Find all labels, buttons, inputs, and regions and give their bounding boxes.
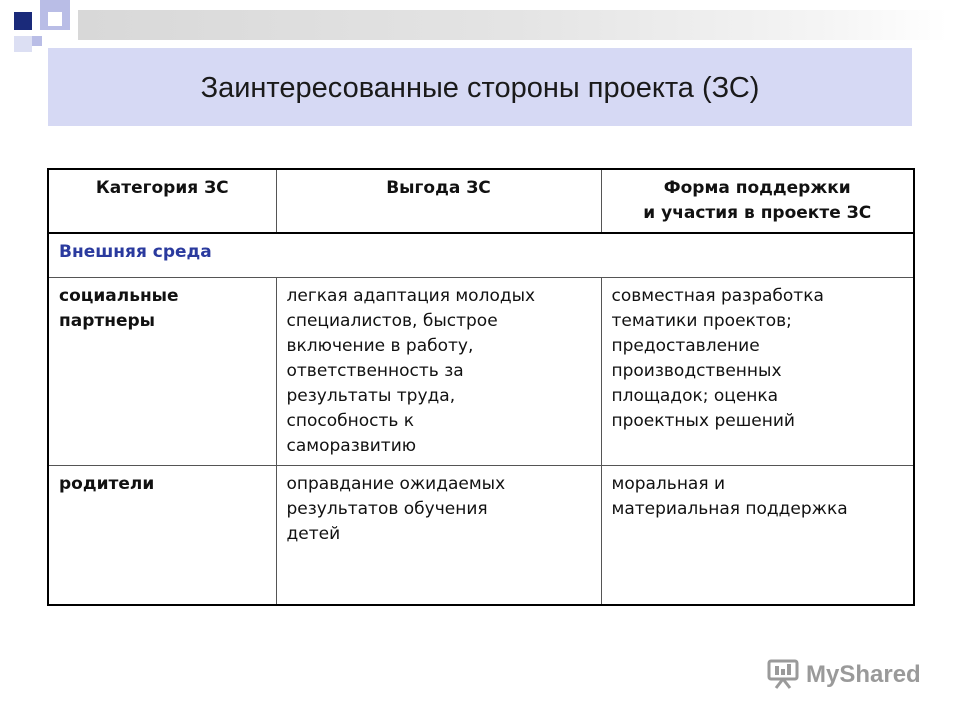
table-row xyxy=(48,465,914,605)
corner-square-white xyxy=(48,12,62,26)
header-support: Форма поддержки и участия в проекте ЗС xyxy=(601,169,914,233)
section-label: Внешняя среда xyxy=(48,233,914,277)
row-benefit: оправдание ожидаемых результатов обучения детей xyxy=(276,465,601,605)
header-benefit: Выгода ЗС xyxy=(276,169,601,233)
row-category: родители xyxy=(48,465,276,605)
section-row xyxy=(48,233,914,277)
watermark-text: MyShared xyxy=(806,661,921,688)
row-support: совместная разработка тематики проектов; предоставление производственных площадок; оценка проектных решений xyxy=(601,277,914,465)
top-gradient-band xyxy=(78,10,948,40)
corner-square-small xyxy=(32,36,42,46)
table-header-row xyxy=(48,169,914,233)
row-benefit: легкая адаптация молодых специалистов, быстрое включение в работу, ответственность за результаты труда, способность к саморазвитию xyxy=(276,277,601,465)
title-banner xyxy=(48,48,912,126)
table-row xyxy=(48,277,914,465)
presentation-icon xyxy=(766,656,800,694)
watermark-logo[interactable] xyxy=(766,655,921,695)
row-support: моральная и материальная поддержка xyxy=(601,465,914,605)
page-title: Заинтересованные стороны проекта (ЗС) xyxy=(200,72,760,104)
header-category: Категория ЗС xyxy=(48,169,276,233)
stakeholders-table xyxy=(47,168,915,606)
corner-square-dark xyxy=(14,12,32,30)
corner-square-pale xyxy=(14,36,32,52)
row-category: социальные партнеры xyxy=(48,277,276,465)
